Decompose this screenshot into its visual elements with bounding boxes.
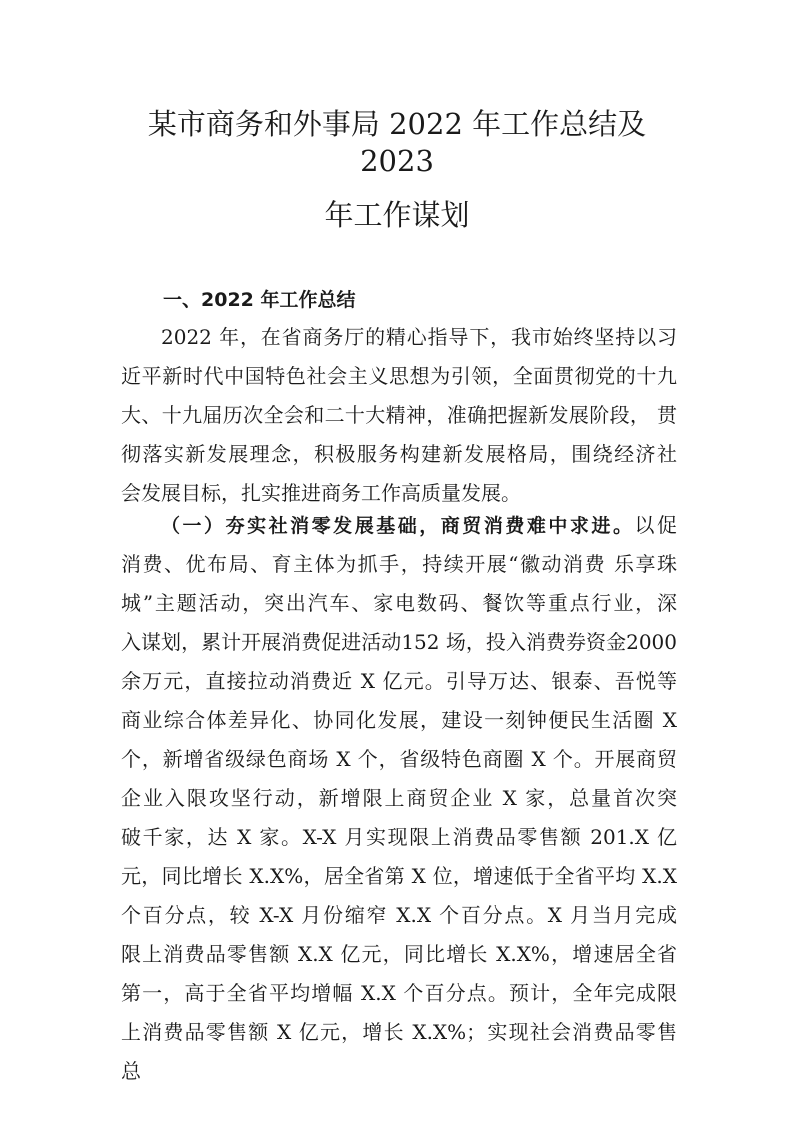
section-heading-2022-summary: 一、2022 年工作总结 bbox=[163, 289, 356, 311]
paragraph-consumption bbox=[121, 506, 677, 1091]
paragraph-line: 2022 年，在省商务厅的精心指导下，我市始终坚持以习 bbox=[161, 325, 677, 349]
paragraph-line: 近平新时代中国特色社会主义思想为引领，全面贯彻党的十九 bbox=[121, 364, 677, 388]
paragraph-line: 元，同比增长 X.X%，居全省第 X 位，增速低于全省平均 X.X bbox=[121, 864, 677, 888]
paragraph-line: 第一，高于全省平均增幅 X.X 个百分点。预计，全年完成限 bbox=[121, 981, 677, 1005]
paragraph-line: 余万元，直接拉动消费近 X 亿元。引导万达、银泰、吾悦等 bbox=[121, 669, 677, 693]
paragraph-line: 消费、优布局、育主体为抓手，持续开展“徽动消费 乐享珠 bbox=[121, 552, 677, 576]
paragraph-line: 大、十九届历次全会和二十大精神，准确把握新发展阶段， 贯 bbox=[121, 403, 677, 427]
paragraph-line bbox=[121, 506, 677, 545]
subsection-heading: （一）夯实社消零发展基础，商贸消费难中求进。 bbox=[161, 515, 635, 537]
paragraph-line-rest: 以促 bbox=[634, 513, 677, 537]
paragraph-line: 企业入限攻坚行动，新增限上商贸企业 X 家，总量首次突 bbox=[121, 786, 677, 810]
paragraph-line: 上消费品零售额 X 亿元，增长 X.X%；实现社会消费品零售 bbox=[121, 1020, 677, 1044]
paragraph-line: 个百分点，较 X-X 月份缩窄 X.X 个百分点。X 月当月完成 bbox=[121, 903, 677, 927]
document-title-line-1: 某市商务和外事局 2022 年工作总结及 bbox=[147, 107, 647, 141]
paragraph-line: 商业综合体差异化、协同化发展，建设一刻钟便民生活圈 X bbox=[121, 708, 677, 732]
document-title-line-3: 年工作谋划 bbox=[324, 198, 470, 232]
paragraph-line: 彻落实新发展理念，积极服务构建新发展格局，围绕经济社 bbox=[121, 442, 677, 466]
paragraph-line: 会发展目标，扎实推进商务工作高质量发展。 bbox=[121, 481, 521, 505]
paragraph-line: 城”主题活动，突出汽车、家电数码、餐饮等重点行业，深 bbox=[121, 591, 677, 615]
paragraph-line: 破千家，达 X 家。X-X 月实现限上消费品零售额 201.X 亿 bbox=[121, 825, 677, 849]
paragraph-intro bbox=[121, 318, 677, 513]
paragraph-line: 总 bbox=[121, 1059, 141, 1083]
paragraph-line: 入谋划，累计开展消费促进活动152 场，投入消费券资金2000 bbox=[121, 630, 677, 654]
document-title-line-2: 2023 bbox=[360, 144, 434, 178]
paragraph-line: 个，新增省级绿色商场 X 个，省级特色商圈 X 个。开展商贸 bbox=[121, 747, 677, 771]
paragraph-line: 限上消费品零售额 X.X 亿元，同比增长 X.X%，增速居全省 bbox=[121, 942, 677, 966]
